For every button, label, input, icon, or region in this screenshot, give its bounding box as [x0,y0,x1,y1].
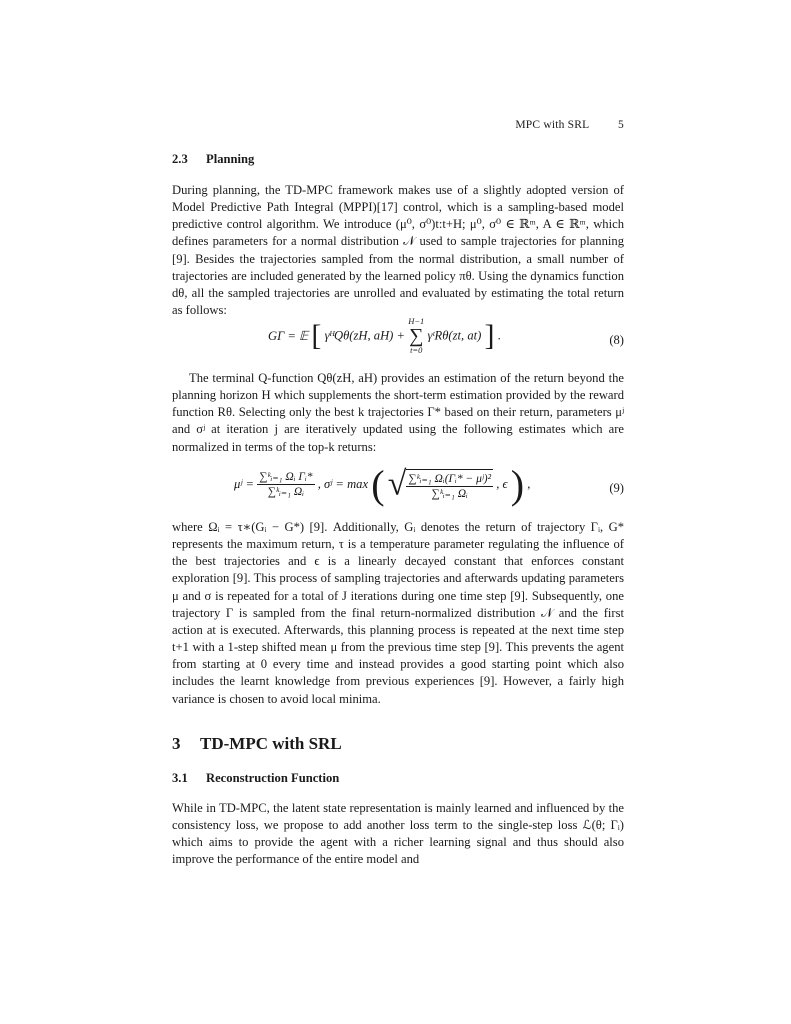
eq9-mu-numerator: ∑ᵏᵢ₌₁ Ωᵢ Γᵢ* [259,471,313,483]
subsection-title: Planning [206,152,255,166]
eq8-lhs: GΓ = 𝔼 [268,329,309,343]
subsection-title: Reconstruction Function [206,771,340,785]
paragraph-terminal-q [172,370,624,456]
eq8-tail: . [497,328,501,343]
paragraph-omega-definition [172,519,624,708]
eq9-sigma-numerator: ∑ᵏᵢ₌₁ Ωᵢ(Γᵢ* − μʲ)² [408,472,492,485]
eq8-term2: γᵗRθ(zt, at) [427,328,482,343]
eq9-number: (9) [609,481,624,495]
eq9-mu-fraction [257,470,314,499]
eq9-mu: μʲ = [234,477,255,491]
paragraph-reconstruction [172,800,624,869]
section-number: 3 [172,734,181,753]
eq8-bracket-open: [ [311,319,322,352]
section-heading-3 [172,735,624,752]
paragraph-planning-intro [172,182,624,319]
subsection-number: 3.1 [172,771,188,785]
eq8-sum: H−1 ∑ t=0 [408,316,425,355]
eq9-sigma: , σʲ = max [317,477,369,491]
section-title: TD-MPC with SRL [200,734,342,753]
subsection-heading-3-1 [172,770,624,787]
eq9-mu-denominator: ∑ᵏᵢ₌₁ Ωᵢ [267,486,305,498]
eq9-sqrt-fraction [406,469,493,501]
eq9-paren-close: ) [510,462,525,507]
running-title: MPC with SRL [515,119,589,131]
paragraph-text: The terminal Q-function Qθ(zH, aH) provides an estimation of the return beyond the planning horizon H which supplements the short-term estimation provided by the reward function Rθ. Selecting only the best k trajectories Γ* based on their return, parameters μʲ and σʲ at iteration j are iteratively updated using the following estimates which are normalized in terms of the top-k returns: [172,371,624,454]
eq8-sum-upper: H−1 [408,316,425,326]
eq9-sigma-denominator: ∑ᵏᵢ₌₁ Ωᵢ [431,487,468,500]
eq9-paren-open: ( [371,462,385,507]
eq8-bracket-close: ] [484,319,495,352]
equation-9 [172,455,624,515]
equation-8 [172,314,624,362]
eq9-tail: , [527,477,531,491]
paragraph-text: where Ωᵢ = τ∗(Gᵢ − G*) [9]. Additionally, Gᵢ denotes the return of trajectory Γᵢ, G* represents the maximum return, τ is a temperature parameter regulating the influence of the best trajectories and ϵ is a linearly decayed constant that enforces constant exploration [9]. This process of sampling trajectories and afterwards updating parameters μ and σ is repeated for a total of J iterations during one time step [9]. Subsequently, one trajectory Γ is sampled from the final return-normalized distribution 𝒩 and the first action at is executed. Afterwards, this planning process is repeated at the next time step t+1 with a 1-step shifted mean μ from the previous time step [9]. This prevents the agent from starting at 0 every time and instead provides a good starting point which also includes the learnt knowledge from previous experiences [9]. However, a fairly high variance is chosen to avoid local minima. [172,520,624,706]
eq9-epsilon: , ϵ [496,477,508,491]
eq8-term1: γᴴQθ(zH, aH) + [324,328,406,343]
subsection-number: 2.3 [172,152,188,166]
page-number: 5 [618,119,624,131]
subsection-heading-2-3 [172,151,624,168]
paragraph-text: During planning, the TD-MPC framework makes use of a slightly adopted version of Model Predictive Path Integral (MPPI)[17] control, which is a sampling-based model predictive control algorithm. We introduce (μ⁰, σ⁰)t:t+H; μ⁰, σ⁰ ∈ ℝᵐ, A ∈ ℝᵐ, which defines parameters for a normal distribution 𝒩 used to sample trajectories for planning [9]. Besides the trajectories sampled from the normal distribution, a small number of trajectories are included generated by the learned policy πθ. Using the dynamics function dθ, all the sampled trajectories are unrolled and evaluated by estimating the total return as follows: [172,183,624,318]
eq8-sum-lower: t=0 [410,345,423,355]
running-head [172,119,624,131]
paragraph-text: While in TD-MPC, the latent state representation is mainly learned and influenced by the consistency loss, we propose to add another loss term to the single-step loss ℒ(θ; Γᵢ) which aims to provide the agent with a richer learning signal and thus should also improve the performance of the entire model and [172,801,624,867]
eq9-sqrt-sign: √ [387,465,407,503]
eq8-number: (8) [609,333,624,347]
